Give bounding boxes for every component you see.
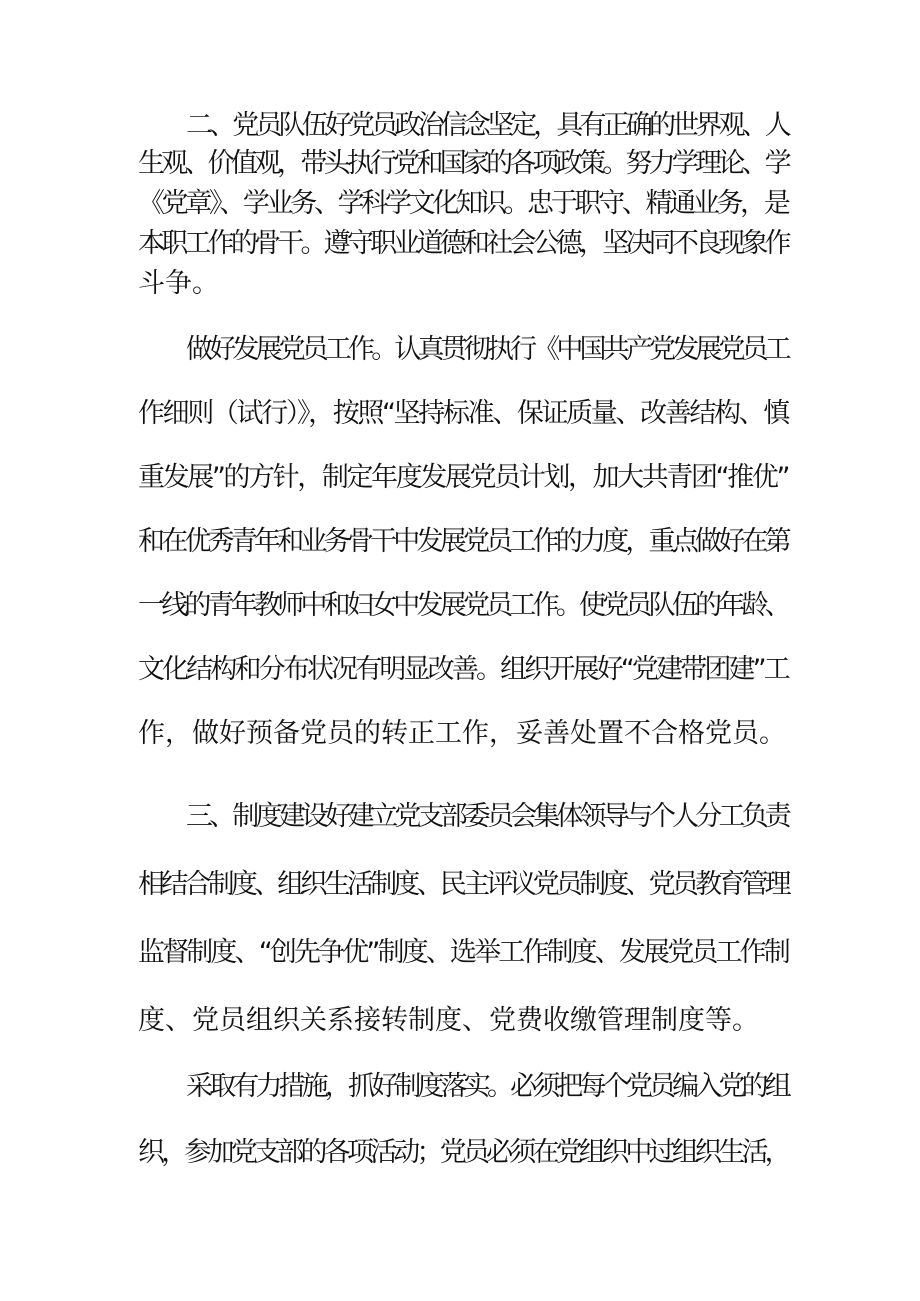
text-line: 和在优秀青年和业务骨干中发展党员工作的力度，重点做好在第 — [138, 526, 788, 557]
text-line: 生观、价值观，带头执行党和国家的各项政策。努力学理论、学 — [138, 148, 788, 179]
text-line: 本职工作的骨干。遵守职业道德和社会公德，坚决同不良现象作 — [138, 228, 788, 259]
text-line: 文化结构和分布状况有明显改善。组织开展好“党建带团建”工 — [138, 654, 788, 685]
text-line: 相结合制度、组织生活制度、民主评议党员制度、党员教育管理 — [138, 869, 788, 900]
text-line: 一线的青年教师中和妇女中发展党员工作。使党员队伍的年龄、 — [138, 590, 788, 621]
text-line: 《党章》、学业务、学科学文化知识。忠于职守、精通业务，是 — [138, 188, 788, 219]
text-line: 二、党员队伍好党员政治信念坚定，具有正确的世界观、人 — [186, 110, 788, 141]
text-line: 三、制度建设好建立党支部委员会集体领导与个人分工负责 — [186, 801, 788, 832]
text-line: 重发展”的方针，制定年度发展党员计划，加大共青团“推优” — [138, 462, 789, 493]
text-line: 监督制度、“创先争优”制度、选举工作制度、发展党员工作制 — [138, 937, 788, 968]
text-line: 作细则（试行）》，按照“坚持标准、保证质量、改善结构、慎 — [138, 398, 788, 429]
text-line: 斗争。 — [138, 268, 219, 299]
text-line: 作，做好预备党员的转正工作，妥善处置不合格党员。 — [138, 718, 786, 749]
text-line: 采取有力措施，抓好制度落实。必须把每个党员编入党的组 — [186, 1071, 788, 1102]
text-line: 度、党员组织关系接转制度、党费收缴管理制度等。 — [138, 1005, 759, 1036]
text-line: 做好发展党员工作。认真贯彻执行《中国共产党发展党员工 — [186, 334, 788, 365]
text-line: 织，参加党支部的各项活动；党员必须在党组织中过组织生活， — [138, 1137, 788, 1168]
